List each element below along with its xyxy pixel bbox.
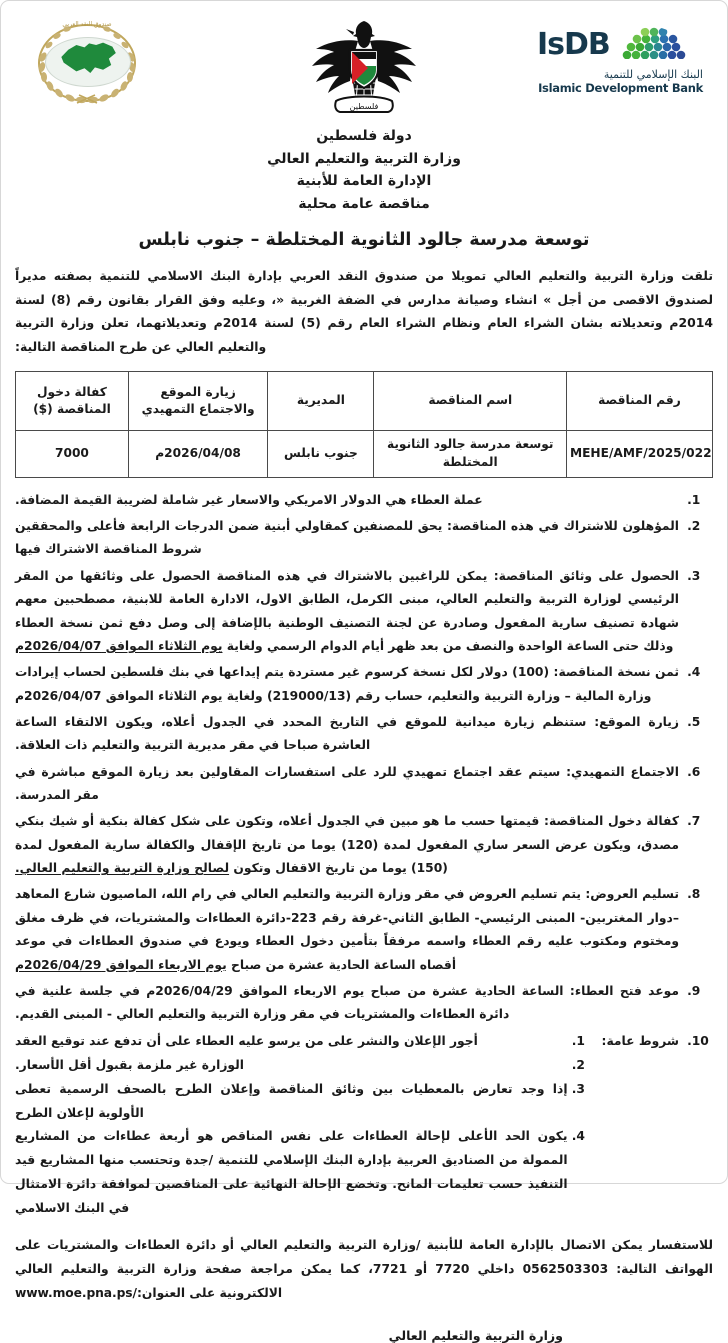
term-item-8: 8. تسليم العروض: يتم تسليم العروض في مقر وزارة التربية والتعليم العالي في رام الله، الماصيون شارع المعاهد –دوار المغتربين- المبنى الرئيسي- الطابق الثاني-غرفة رقم 223-دائرة العطاءات والمشتريات، في ظرف مغلق ومختوم ومكتوب عليه رقم العطاء واسمه مرفقاً بتأمين دخول العطاء ويودع في صندوق العطاءات في موعد أقصاه الساعة الحادية عشرة من صباح يوم الاربعاء الموافق 2026/04/29م [15, 883, 683, 976]
palestine-flag-shield [350, 50, 378, 88]
header-line-department: الإدارة العامة للأبنية [296, 173, 432, 190]
header-line-state: دولة فلسطين [316, 128, 412, 144]
term-item-7: 7. كفالة دخول المناقصة: قيمتها حسب ما هو مبين في الجدول أعلاه، وتكون على شكل كفالة بنكية أو شيك بنكي مصدق، ويكون عرض السعر ساري المفعول لمدة (120) يوما من تاريخ الإقفال والكفالة سارية المفعول لمدة (150) يوما من تاريخ الاقفال وتكون لصالح وزارة التربية والتعليم العالي. [15, 810, 683, 880]
th-directorate: المديرية [268, 372, 374, 431]
amf-wreath-text: صندوق النقد العربي [62, 20, 112, 29]
palestine-coat-of-arms [306, 15, 422, 123]
term-item-6: 6. الاجتماع التمهيدي: سيتم عقد اجتماع تمهيدي للرد على استفسارات المقاولين بعد زيارة الموقع مباشرة في مقر المدرسة. [15, 761, 683, 808]
td-site-visit: 2026/04/08م [128, 431, 267, 477]
th-tender-name: اسم المناقصة [374, 372, 566, 431]
general-condition-2: 2. الوزارة غير ملزمة بقبول أقل الأسعار. [15, 1054, 568, 1078]
th-bid-bond: كفالة دخول المناقصة ($) [16, 372, 129, 431]
term-item-5: 5. زيارة الموقع: ستنظم زيارة ميدانية للموقع في التاريخ المحدد في الجدول أعلاه، ويكون الالتقاء الساعة العاشرة صباحا في مقر مديرية التربية والتعليم ذات العلاقة. [15, 711, 683, 758]
th-tender-number: رقم المناقصة [566, 372, 712, 431]
signature: وزارة التربية والتعليم العالي [388, 1328, 563, 1343]
header-line-tender-type: مناقصة عامة محلية [298, 196, 430, 213]
term-7-beneficiary: لصالح وزارة التربية والتعليم العالي. [15, 861, 230, 876]
term-3-deadline: يوم الثلاثاء الموافق 2026/04/07م [15, 638, 223, 653]
header-line-ministry: وزارة التربية والتعليم العالي [267, 150, 461, 167]
eagle-icon [306, 15, 422, 119]
td-directorate: جنوب نابلس [268, 431, 374, 477]
table-row [16, 431, 713, 477]
table-header-row [16, 372, 713, 431]
general-conditions-list [15, 1030, 594, 1222]
term-item-4: 4. ثمن نسخة المناقصة: (100) دولار لكل نسخة كرسوم غير مستردة يتم إيداعها في بنك فلسطين لحساب إيرادات وزارة المالية – وزارة التربية والتعليم، حساب رقم (219000/13) ولغاية يوم الثلاثاء الموافق 2026/04/07م [15, 661, 683, 708]
term-item-1: 1. عملة العطاء هي الدولار الامريكي والاسعار غير شاملة لضريبة القيمة المضافة. [15, 489, 683, 512]
term-item-10-general-conditions [15, 1030, 683, 1222]
td-tender-number: MEHE/AMF/2025/022 [566, 431, 712, 477]
logo-row [15, 11, 713, 123]
term-item-2: 2. المؤهلون للاشتراك في هذه المناقصة: يحق للمصنفين كمقاولي أبنية ضمن الدرجات الرابعة فأعلى والمحققين شروط المناقصة الاشتراك فيها [15, 515, 683, 562]
tender-table [15, 371, 713, 477]
term-8-deadline: يوم الاربعاء الموافق 2026/04/29م [15, 957, 227, 972]
general-conditions-label: 10. شروط عامة: [601, 1033, 679, 1048]
isdb-wordmark: IsDB [537, 26, 610, 62]
general-condition-3: 3. إذا وجد تعارض بالمعطيات بين وثائق المناقصة وإعلان الطرح بالصحف الرسمية تعطى الأولوية لإعلان الطرح [15, 1078, 568, 1126]
td-tender-name: توسعة مدرسة جالود الثانوية المختلطة [374, 431, 566, 477]
isdb-subtitle-english: Islamic Development Bank [538, 81, 703, 95]
terms-list [15, 489, 713, 1222]
intro-paragraph: تلقت وزارة التربية والتعليم العالي تمويلا من صندوق النقد العربي بإدارة البنك الاسلامي للتنمية بصفته مديراً لصندوق الاقصى من أجل » انشاء وصيانة مدارس في الضفة الغربية «، وعليه وفق القرار بقانون رقم (8) لسنة 2014م وتعديلاته بشان الشراء العام ونظام الشراء العام رقم (5) لسنة 2014م وتعديلاتهما، تعلن وزارة التربية والتعليم العالي عن طرح المناقصة التالية: [15, 267, 714, 355]
contact-paragraph: للاستفسار يمكن الاتصال بالإدارة العامة للأبنية /وزارة التربية والتعليم العالي أو دائرة العطاءات والمشتريات على الهواتف التالية: 0562503303 داخلي 7720 أو 7721، كما يمكن مراجعة صفحة وزارة التربية والتعليم العالي الالكترونية على العنوان:/www.moe.pna.ps [15, 1238, 713, 1301]
arab-monetary-fund-logo [29, 17, 145, 113]
term-item-9: 9. موعد فتح العطاء: الساعة الحادية عشرة من صباح يوم الاربعاء الموافق 2026/04/29م في جلسة علنية في دائرة العطاءات والمشتريات في مقر وزارة التربية والتعليم العالي - المبنى القديم. [15, 980, 683, 1027]
th-site-visit: زيارة الموقع والاجتماع التمهيدي [128, 372, 267, 431]
general-condition-1: 1. أجور الإعلان والنشر على من يرسو عليه العطاء على أن تدفع عند توقيع العقد [15, 1030, 568, 1054]
header-block [15, 125, 713, 216]
td-bid-bond: 7000 [16, 431, 129, 477]
term-item-3: 3. الحصول على وثائق المناقصة: يمكن للراغبين بالاشتراك في هذه المناقصة الحصول على وثائقها من المقر الرئيسي لوزارة التربية والتعليم العالي، مبنى الكرمل، الطابق الاول، الادارة العامة للابنية، مصطحبين معهم شهادة تصنيف سارية المفعول وصادرة عن لجنة التصنيف الوطنية بالإضافة إلى وصل دفع ثمن نسخة العطاء وذلك حتى الساعة الواحدة والنصف من بعد ظهر أيام الدوام الرسمي ولغاية يوم الثلاثاء الموافق 2026/04/07م [15, 565, 683, 658]
isdb-dome-icon [617, 25, 689, 65]
page-title: توسعة مدرسة جالود الثانوية المختلطة – جنوب نابلس [138, 229, 590, 250]
isdb-subtitle-arabic: البنك الإسلامي للتنمية [603, 68, 703, 81]
general-condition-4: 4. يكون الحد الأعلى لإحالة العطاءات على نفس المناقص هو أربعة عطاءات من المشاريع الممولة من الصناديق العربية بإدارة البنك الإسلامي للتنمية /جدة وتحتسب منها المشاريع قيد التنفيذ حسب تعليمات المانح. وتخضع الإحالة النهائية على المناقصين لموافقة دائرة الامتثال في البنك الاسلامي [15, 1125, 568, 1221]
eagle-caption: فلسطين [349, 102, 379, 111]
isdb-logo [537, 25, 703, 95]
